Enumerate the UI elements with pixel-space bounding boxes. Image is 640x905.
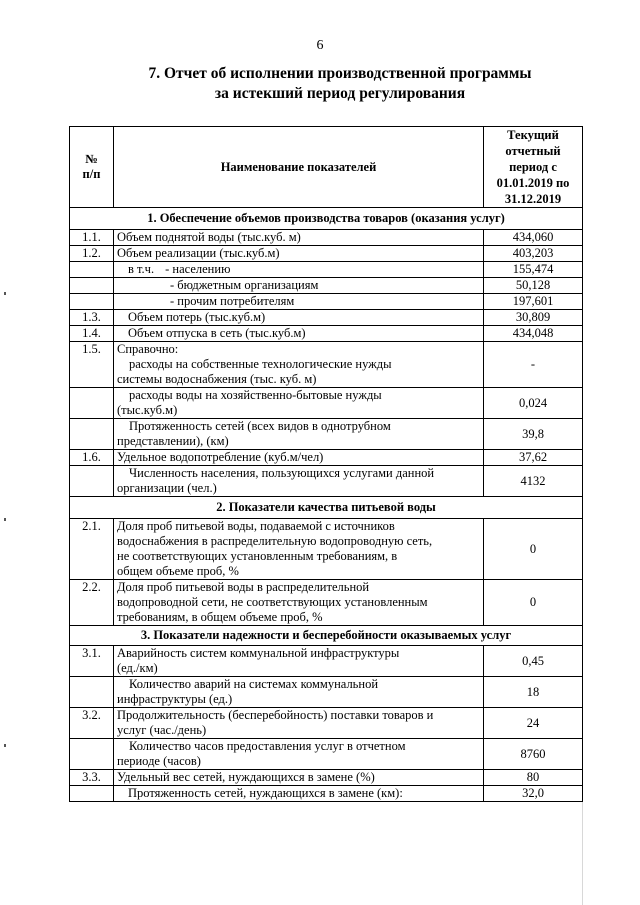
row-num: 1.3. [70, 310, 114, 326]
row-name: Удельный вес сетей, нуждающихся в замене (%) [114, 770, 484, 786]
row-line-2: услуг (час./день) [117, 723, 207, 737]
header-num-line-2: п/п [82, 167, 101, 181]
row-line-4: общем объеме проб, % [117, 564, 239, 578]
table-row [70, 310, 583, 326]
row-line-3: требованиям, в общем объеме проб, % [117, 610, 323, 624]
row-num: 1.1. [70, 230, 114, 246]
row-name [114, 739, 484, 770]
row-name [114, 646, 484, 677]
row-name: - прочим потребителям [114, 294, 484, 310]
row-num: 1.6. [70, 450, 114, 466]
table-row [70, 739, 583, 770]
row-value: 434,048 [484, 326, 583, 342]
table-row [70, 677, 583, 708]
row-value: 37,62 [484, 450, 583, 466]
row-prefix: в т.ч. [128, 262, 155, 276]
row-num: 3.3. [70, 770, 114, 786]
row-num: 3.1. [70, 646, 114, 677]
section-title-2: 2. Показатели качества питьевой воды [70, 497, 583, 519]
row-value: 39,8 [484, 419, 583, 450]
section-row [70, 208, 583, 230]
row-value: 18 [484, 677, 583, 708]
table-row [70, 326, 583, 342]
row-num: 2.2. [70, 580, 114, 626]
table-row [70, 580, 583, 626]
row-line-1: расходы воды на хозяйственно-бытовые нужды [129, 388, 382, 402]
row-value: 50,128 [484, 278, 583, 294]
row-line-1: Аварийность систем коммунальной инфраструктуры [117, 646, 400, 660]
row-name [114, 708, 484, 739]
row-value: 403,203 [484, 246, 583, 262]
table-row [70, 770, 583, 786]
table-row [70, 246, 583, 262]
row-value: 24 [484, 708, 583, 739]
row-value: 30,809 [484, 310, 583, 326]
row-num-empty [70, 419, 114, 450]
row-value: 4132 [484, 466, 583, 497]
header-name: Наименование показателей [114, 127, 484, 208]
row-name: Удельное водопотребление (куб.м/чел) [114, 450, 484, 466]
row-line-1: Количество часов предоставления услуг в отчетном [129, 739, 406, 753]
header-period: Текущий отчетный период с 01.01.2019 по 31.12.2019 [484, 127, 583, 208]
table-row [70, 466, 583, 497]
row-name [114, 388, 484, 419]
row-value: 197,601 [484, 294, 583, 310]
row-name: - бюджетным организациям [114, 278, 484, 294]
report-table [69, 126, 583, 802]
row-name: Протяженность сетей, нуждающихся в замене (км): [114, 786, 484, 802]
row-num-empty [70, 278, 114, 294]
row-label: Справочно: [117, 342, 179, 356]
row-name [114, 419, 484, 450]
table-row [70, 519, 583, 580]
row-num-empty [70, 388, 114, 419]
header-num [70, 127, 114, 208]
row-value: 434,060 [484, 230, 583, 246]
row-name [114, 466, 484, 497]
row-line-2: организации (чел.) [117, 481, 217, 495]
row-num: 3.2. [70, 708, 114, 739]
section-row [70, 497, 583, 519]
row-value: 0 [484, 519, 583, 580]
row-num-empty [70, 677, 114, 708]
scan-mark [4, 744, 6, 747]
row-num: 1.4. [70, 326, 114, 342]
row-num-empty [70, 294, 114, 310]
section-title-1: 1. Обеспечение объемов производства товаров (оказания услуг) [70, 208, 583, 230]
row-name [114, 342, 484, 388]
row-name [114, 580, 484, 626]
row-value: 155,474 [484, 262, 583, 278]
row-line-1: Количество аварий на системах коммунальной [129, 677, 379, 691]
table-row [70, 230, 583, 246]
scan-mark [4, 292, 6, 295]
row-line-1: Доля проб питьевой воды, подаваемой с источников [117, 519, 395, 533]
row-value: - [484, 342, 583, 388]
row-line-2: водопроводной сети, не соответствующих установленным [117, 595, 428, 609]
row-num-empty [70, 786, 114, 802]
table-row [70, 646, 583, 677]
row-name: Объем реализации (тыс.куб.м) [114, 246, 484, 262]
row-num: 1.2. [70, 246, 114, 262]
row-name: Объем отпуска в сеть (тыс.куб.м) [114, 326, 484, 342]
table-row [70, 450, 583, 466]
table-row [70, 262, 583, 278]
table-row [70, 294, 583, 310]
row-line-2: периоде (часов) [117, 754, 201, 768]
row-line-3: не соответствующих установленным требованиям, в [117, 549, 398, 563]
table-row [70, 419, 583, 450]
row-line-2: инфраструктуры (ед.) [117, 692, 233, 706]
row-line-2: представлении), (км) [117, 434, 229, 448]
row-value: 80 [484, 770, 583, 786]
row-value: 0,024 [484, 388, 583, 419]
row-name [114, 677, 484, 708]
row-num-empty [70, 466, 114, 497]
row-line-2: (ед./км) [117, 661, 158, 675]
row-line-1: Доля проб питьевой воды в распределительной [117, 580, 370, 594]
row-num: 1.5. [70, 342, 114, 388]
report-title [60, 64, 620, 104]
table-row [70, 388, 583, 419]
header-row [70, 127, 583, 208]
row-value: 32,0 [484, 786, 583, 802]
row-subname: - населению [165, 262, 231, 276]
title-line-1: 7. Отчет об исполнении производственной программы [148, 65, 532, 82]
table-row [70, 786, 583, 802]
row-line-1: Продолжительность (бесперебойность) поставки товаров и [117, 708, 434, 722]
row-name [114, 519, 484, 580]
scan-mark [4, 518, 6, 521]
row-name: Объем потерь (тыс.куб.м) [114, 310, 484, 326]
section-row [70, 626, 583, 646]
row-line-1: Численность населения, пользующихся услугами данной [129, 466, 435, 480]
title-line-2: за истекший период регулирования [214, 85, 466, 102]
row-line-2: системы водоснабжения (тыс. куб. м) [117, 372, 317, 386]
section-title-3: 3. Показатели надежности и бесперебойности оказываемых услуг [70, 626, 583, 646]
header-num-line-1: № [85, 152, 98, 166]
table-row [70, 278, 583, 294]
row-value: 0 [484, 580, 583, 626]
row-line-2: водоснабжения в распределительную водопроводную сеть, [117, 534, 433, 548]
row-line-1: расходы на собственные технологические нужды [129, 357, 392, 371]
row-line-2: (тыс.куб.м) [117, 403, 178, 417]
row-name [114, 262, 484, 278]
table-row [70, 342, 583, 388]
row-num-empty [70, 262, 114, 278]
page-number: 6 [316, 38, 324, 53]
row-name: Объем поднятой воды (тыс.куб. м) [114, 230, 484, 246]
row-num-empty [70, 739, 114, 770]
row-line-1: Протяженность сетей (всех видов в однотрубном [129, 419, 391, 433]
row-value: 0,45 [484, 646, 583, 677]
row-num: 2.1. [70, 519, 114, 580]
table-row [70, 708, 583, 739]
row-value: 8760 [484, 739, 583, 770]
